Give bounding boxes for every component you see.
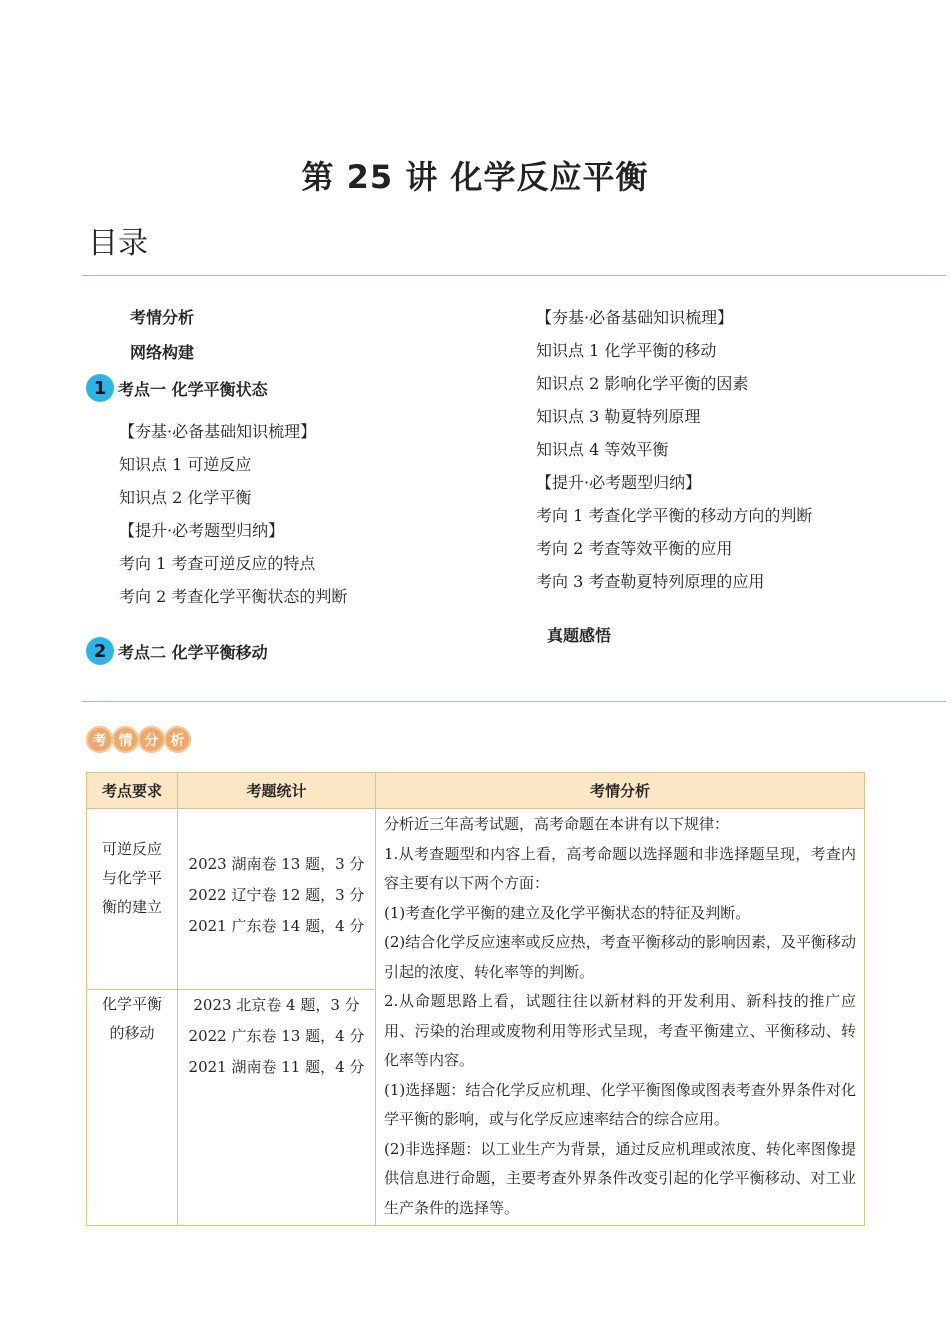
analysis-paragraph: (1)考查化学平衡的建立及化学平衡状态的特征及判断。 (384, 903, 751, 922)
cell-line: 的移动 (109, 1024, 155, 1043)
analysis-paragraph: 2.从命题思路上看，试题往往以新材料的开发利用、新科技的推广应用、污染的治理或废物利用等形式呈现，考查平衡建立、平衡移动、转化率等内容。 (384, 992, 856, 1069)
header-cell: 考题统计 (178, 773, 376, 809)
cell-line: 2022 广东卷 13 题，4 分 (188, 1027, 365, 1046)
cell-line: 2021 广东卷 14 题，4 分 (188, 917, 365, 935)
cell-line: 2023 北京卷 4 题，3 分 (193, 996, 360, 1015)
requirement-cell (87, 990, 178, 1226)
analysis-paragraph: (2)结合化学反应速率或反应热，考查平衡移动的影响因素，及平衡移动引起的浓度、转化率等的判断。 (384, 933, 856, 981)
cell-line: 与化学平 (101, 869, 162, 887)
badge-char: 情 (112, 726, 139, 753)
table-row (87, 809, 865, 990)
analysis-paragraph: 1.从考查题型和内容上看，高考命题以选择题和非选择题呈现，考查内容主要有以下两个方面： (384, 844, 856, 892)
toc-item[interactable]: 知识点 1 可逆反应 (119, 455, 252, 474)
analysis-paragraph: (2)非选择题：以工业生产为背景，通过反应机理或浓度、转化率图像提供信息进行命题，主要考查外界条件改变引起的化学平衡移动、对工业生产条件的选择等。 (384, 1139, 856, 1217)
divider-top (82, 275, 946, 276)
toc-item[interactable]: 考向 3 考查勒夏特列原理的应用 (536, 572, 765, 591)
divider-bottom (82, 701, 946, 702)
toc-section-2[interactable] (86, 637, 268, 665)
statistics-cell (178, 809, 376, 990)
toc-section-2-label: 考点二 化学平衡移动 (118, 642, 268, 662)
toc-wangluo-link[interactable]: 网络构建 (130, 343, 195, 362)
toc-kaoqing-link[interactable]: 考情分析 (130, 308, 195, 327)
kaoqing-badge (86, 726, 190, 753)
cell-line: 2021 湖南卷 11 题，4 分 (188, 1058, 365, 1077)
toc-item[interactable]: 【提升·必考题型归纳】 (536, 473, 702, 492)
page-title: 第 25 讲 化学反应平衡 (301, 158, 649, 196)
toc-item[interactable]: 【夯基·必备基础知识梳理】 (536, 308, 734, 327)
toc-item[interactable]: 考向 1 考查化学平衡的移动方向的判断 (536, 506, 813, 525)
number-2-icon: 2 (86, 637, 114, 665)
toc-item[interactable]: 知识点 4 等效平衡 (536, 440, 669, 459)
cell-line: 化学平衡 (101, 995, 162, 1014)
table-header-row (87, 773, 865, 809)
header-cell: 考情分析 (376, 773, 865, 809)
toc-item[interactable]: 知识点 3 勒夏特列原理 (536, 407, 701, 426)
header-cell: 考点要求 (87, 773, 178, 809)
badge-char: 考 (86, 726, 113, 753)
toc-section-1[interactable] (86, 374, 268, 402)
toc-item[interactable]: 考向 1 考查可逆反应的特点 (119, 554, 316, 573)
statistics-cell (178, 990, 376, 1226)
analysis-paragraph: 分析近三年高考试题，高考命题在本讲有以下规律： (384, 815, 730, 833)
cell-line: 可逆反应 (101, 840, 162, 858)
cell-line: 衡的建立 (101, 898, 162, 916)
badge-char: 析 (164, 726, 191, 753)
cell-line: 2023 湖南卷 13 题，3 分 (188, 855, 365, 873)
toc-item[interactable]: 【提升·必考题型归纳】 (119, 521, 285, 540)
analysis-cell (376, 809, 865, 1226)
toc-item[interactable]: 知识点 2 影响化学平衡的因素 (536, 374, 749, 393)
toc-heading: 目录 (88, 226, 148, 261)
number-1-icon: 1 (86, 374, 114, 402)
toc-item[interactable]: 知识点 1 化学平衡的移动 (536, 341, 717, 360)
toc-item[interactable]: 知识点 2 化学平衡 (119, 488, 252, 507)
toc-section-1-label: 考点一 化学平衡状态 (118, 379, 268, 399)
toc-item[interactable]: 【夯基·必备基础知识梳理】 (119, 422, 317, 441)
toc-item[interactable]: 考向 2 考查等效平衡的应用 (536, 539, 733, 558)
requirement-cell (87, 809, 178, 990)
toc-zhenti-link[interactable]: 真题感悟 (547, 626, 612, 645)
cell-line: 2022 辽宁卷 12 题，3 分 (188, 886, 365, 904)
toc-item[interactable]: 考向 2 考查化学平衡状态的判断 (119, 587, 348, 606)
analysis-paragraph: (1)选择题：结合化学反应机理、化学平衡图像或图表考查外界条件对化学平衡的影响，或与化学反应速率结合的综合应用。 (384, 1080, 856, 1128)
exam-analysis-table (86, 772, 865, 1226)
badge-char: 分 (138, 726, 165, 753)
